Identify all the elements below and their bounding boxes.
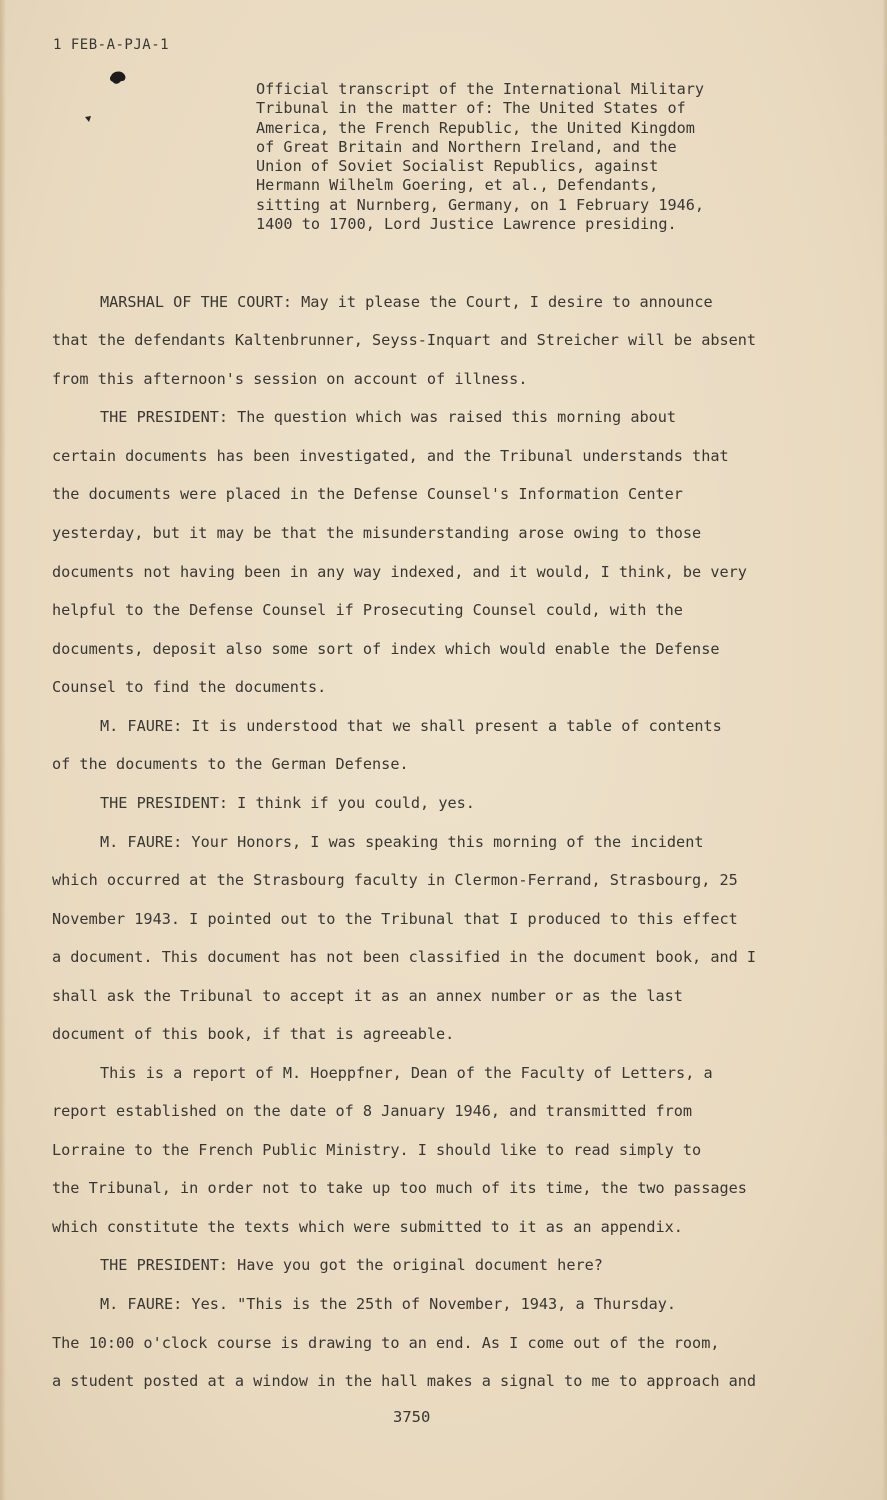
body-line: certain documents has been investigated, and the Tribunal understands that <box>52 447 729 465</box>
body-line: document of this book, if that is agreeable. <box>52 1025 455 1043</box>
heading-line: Hermann Wilhelm Goering, et al., Defendants, <box>256 176 659 195</box>
page-number: 3750 <box>393 1408 431 1426</box>
body-line: MARSHAL OF THE COURT: May it please the Court, I desire to announce <box>100 293 713 311</box>
page-edge-right <box>882 0 887 1500</box>
body-line: documents, deposit also some sort of index which would enable the Defense <box>52 640 720 658</box>
body-line: M. FAURE: It is understood that we shall present a table of contents <box>100 717 722 735</box>
body-line: that the defendants Kaltenbrunner, Seyss-Inquart and Streicher will be absent <box>52 331 757 349</box>
document-id: 1 FEB-A-PJA-1 <box>53 37 170 53</box>
body-line: from this afternoon's session on account of illness. <box>52 370 528 388</box>
body-line: documents not having been in any way indexed, and it would, I think, be very <box>52 563 747 581</box>
body-line: M. FAURE: Your Honors, I was speaking this morning of the incident <box>100 833 704 851</box>
body-line: the Tribunal, in order not to take up too much of its time, the two passages <box>52 1179 747 1197</box>
body-line: THE PRESIDENT: The question which was raised this morning about <box>100 408 677 426</box>
body-line: THE PRESIDENT: I think if you could, yes. <box>100 794 475 812</box>
ink-blot-mark <box>109 70 127 86</box>
body-line: helpful to the Defense Counsel if Prosecuting Counsel could, with the <box>52 601 683 619</box>
body-line: yesterday, but it may be that the misunderstanding arose owing to those <box>52 524 702 542</box>
body-line: which occurred at the Strasbourg faculty in Clermon-Ferrand, Strasbourg, 25 <box>52 871 738 889</box>
heading-line: sitting at Nurnberg, Germany, on 1 February 1946, <box>256 195 705 214</box>
body-line: the documents were placed in the Defense Counsel's Information Center <box>52 485 683 503</box>
heading-line: Union of Soviet Socialist Republics, against <box>256 157 659 176</box>
page-edge-left <box>0 0 6 1500</box>
ink-dot-mark <box>84 115 92 123</box>
body-line: Counsel to find the documents. <box>52 678 327 696</box>
body-line: report established on the date of 8 January 1946, and transmitted from <box>52 1102 693 1120</box>
body-line: shall ask the Tribunal to accept it as an annex number or as the last <box>52 987 683 1005</box>
body-line: which constitute the texts which were submitted to it as an appendix. <box>52 1218 683 1236</box>
heading-line: Tribunal in the matter of: The United States of <box>256 99 686 118</box>
body-line: a student posted at a window in the hall makes a signal to me to approach and <box>52 1372 757 1390</box>
heading-line: 1400 to 1700, Lord Justice Lawrence presiding. <box>256 215 677 234</box>
heading-line: America, the French Republic, the United Kingdom <box>256 118 695 137</box>
body-line: Lorraine to the French Public Ministry. I should like to read simply to <box>52 1141 702 1159</box>
body-line: M. FAURE: Yes. "This is the 25th of November, 1943, a Thursday. <box>100 1295 677 1313</box>
transcript-heading <box>256 80 756 234</box>
body-line: THE PRESIDENT: Have you got the original document here? <box>100 1256 603 1274</box>
body-line: of the documents to the German Defense. <box>52 755 409 773</box>
heading-line: of Great Britain and Northern Ireland, and the <box>256 137 677 156</box>
body-line: This is a report of M. Hoeppfner, Dean of the Faculty of Letters, a <box>100 1064 713 1082</box>
heading-line: Official transcript of the International Military <box>256 80 705 98</box>
body-line: a document. This document has not been classified in the document book, and I <box>52 948 757 966</box>
body-line: November 1943. I pointed out to the Tribunal that I produced to this effect <box>52 910 738 928</box>
body-line: The 10:00 o'clock course is drawing to an end. As I come out of the room, <box>52 1334 720 1352</box>
